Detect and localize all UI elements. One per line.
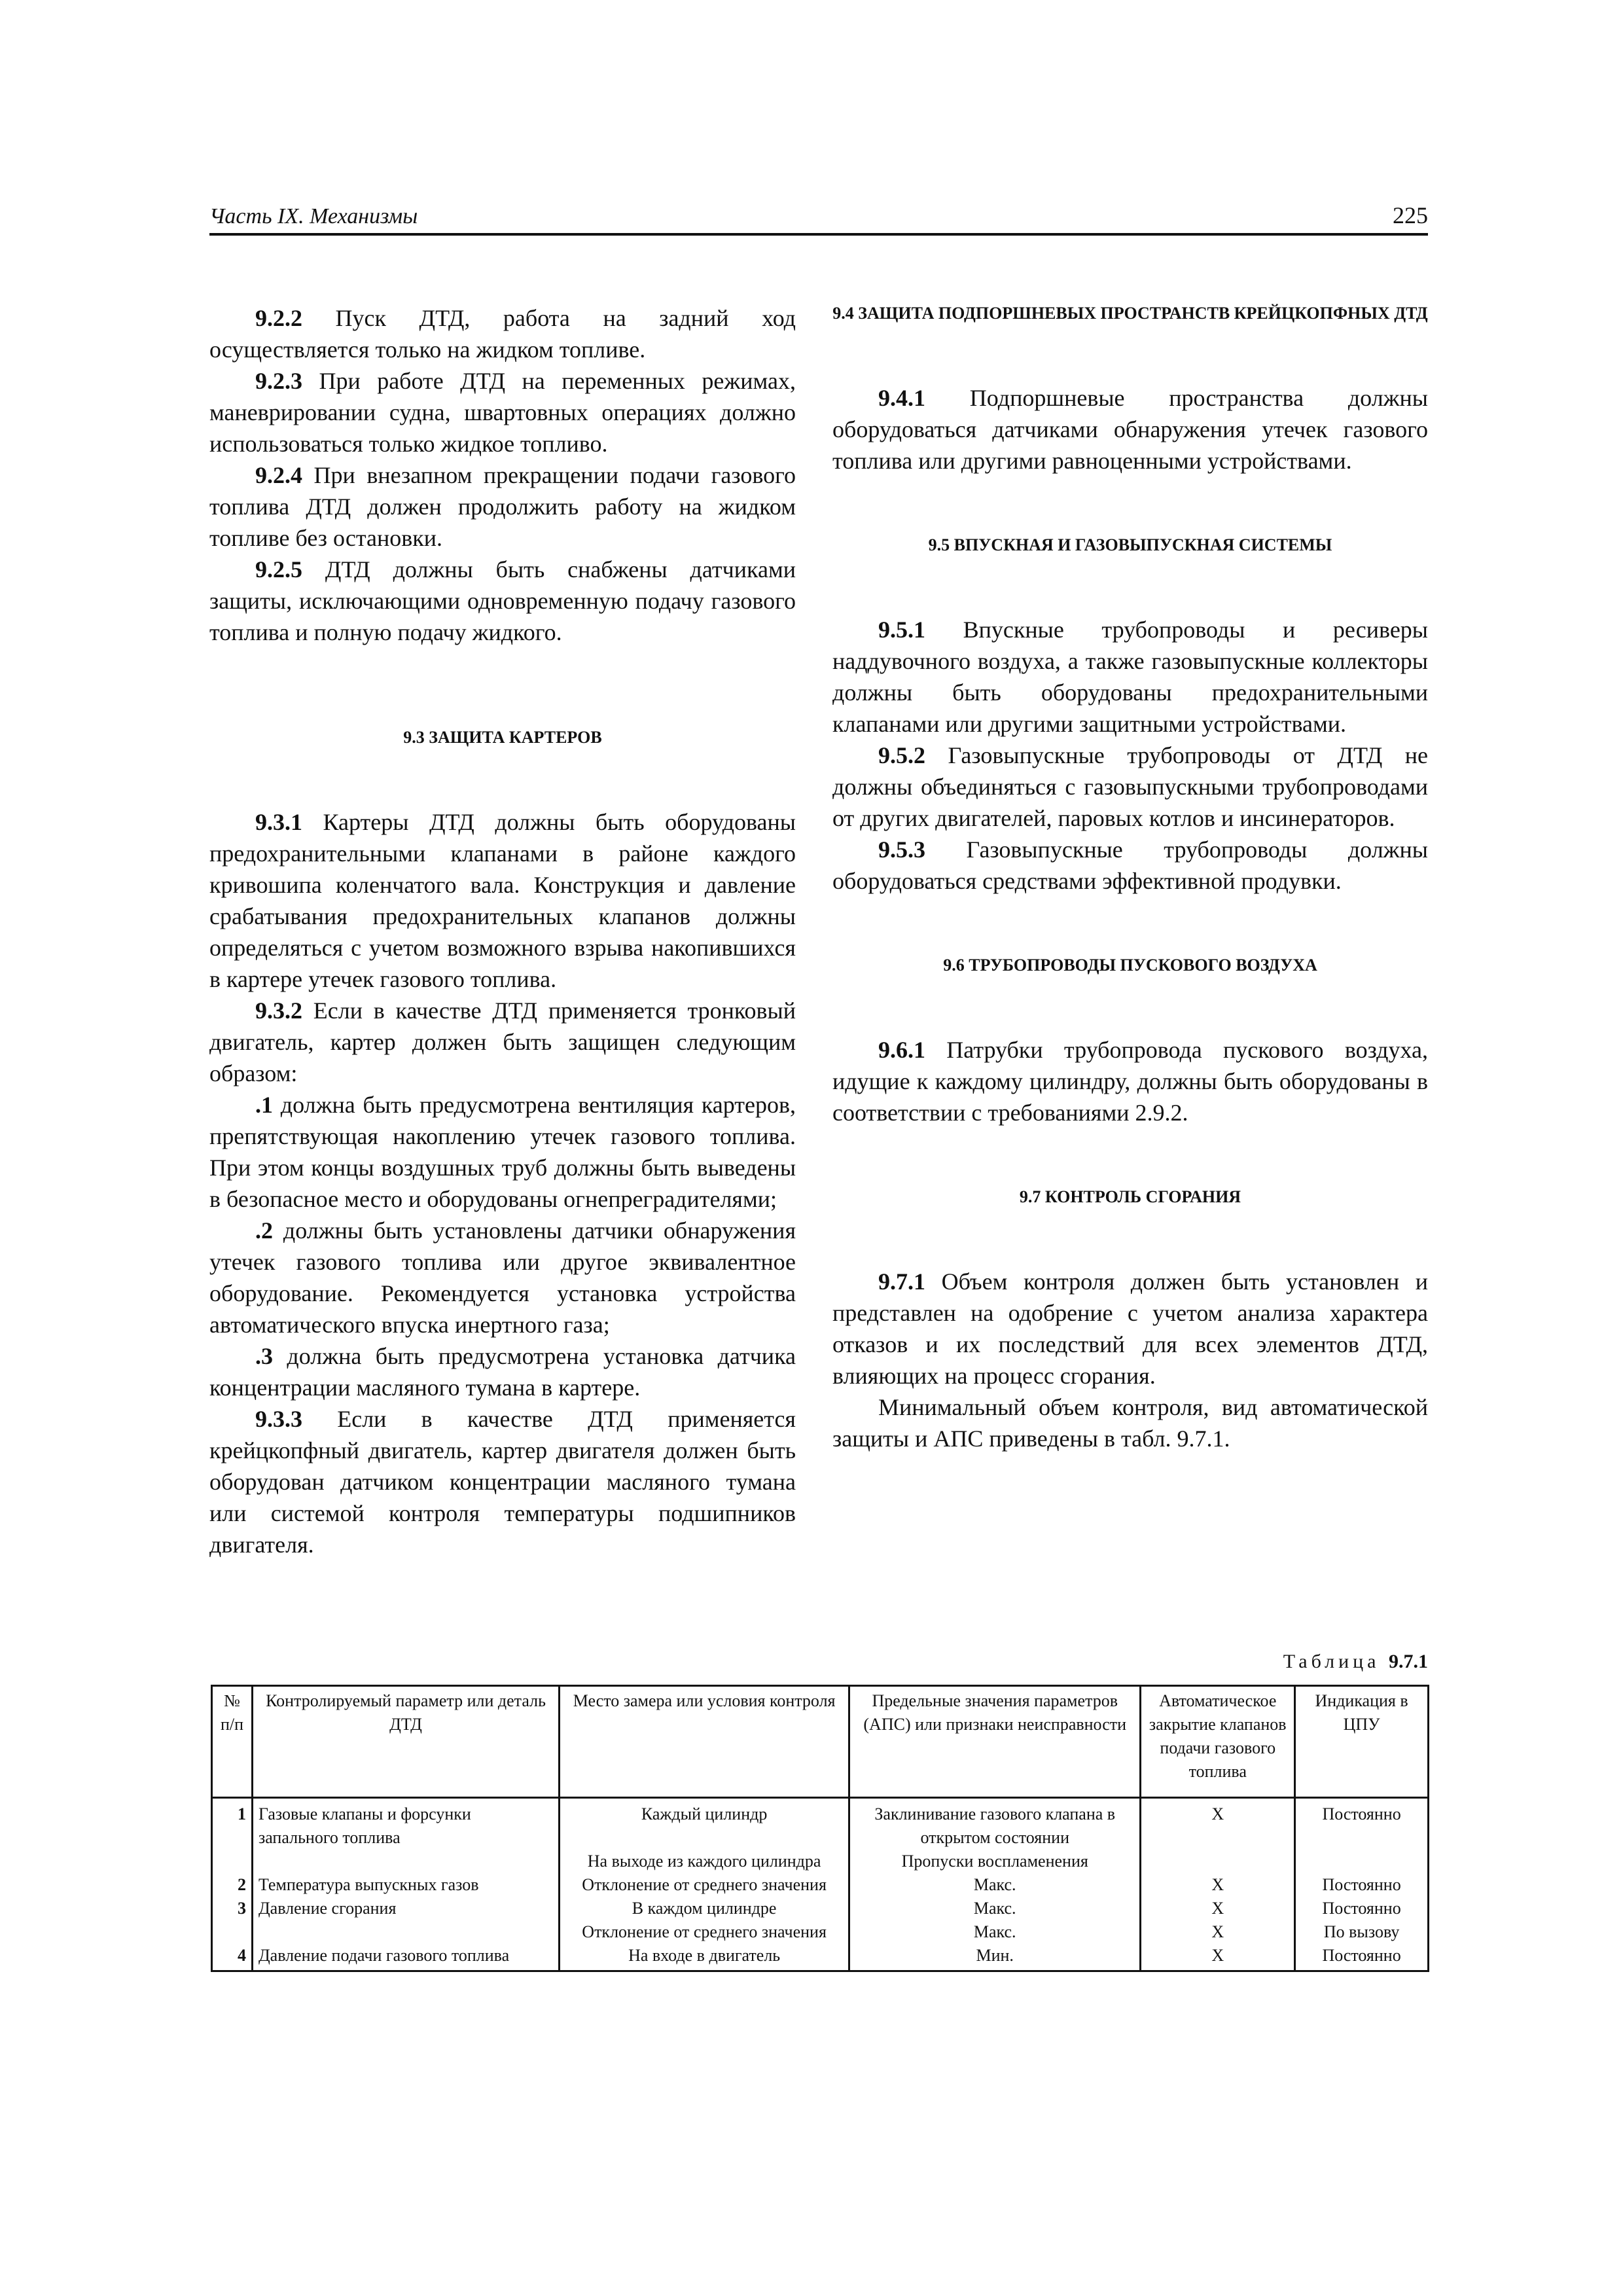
table-cell: 2	[212, 1873, 253, 1897]
table-row	[212, 1798, 1429, 1850]
table-cell: Газовые клапаны и форсунки запального топлива	[252, 1798, 559, 1850]
table-caption: Таблица 9.7.1	[1283, 1651, 1428, 1672]
table-cell	[1295, 1850, 1429, 1873]
para-9-2-5: 9.2.5 ДТД должны быть снабжены датчиками защиты, исключающими одновременную подачу газового топлива и полную подачу жидкого.	[209, 556, 796, 645]
table-cell: Постоянно	[1295, 1897, 1429, 1920]
table-cell: 1	[212, 1798, 253, 1850]
table-cell: Давление сгорания	[252, 1897, 559, 1920]
table-cell: 4	[212, 1944, 253, 1971]
part-title: Часть IX. Механизмы	[209, 204, 418, 228]
table-cell	[1141, 1850, 1295, 1873]
table-cell: Макс.	[849, 1873, 1141, 1897]
table-cell	[212, 1920, 253, 1944]
table-row	[212, 1920, 1429, 1944]
table-cell: Заклинивание газового клапана в открытом состоянии	[849, 1798, 1141, 1850]
table-cell: Каждый цилиндр	[560, 1798, 849, 1850]
list-item-1: .1 должна быть предусмотрена вентиляция картеров, препятствующая накоплению утечек газового топлива. При этом концы воздушных труб должны быть выведены в безопасное место и оборудованы огнепреградителями;	[209, 1092, 796, 1212]
page-header	[209, 196, 1428, 236]
table-cell: Пропуски воспламенения	[849, 1850, 1141, 1873]
para-9-7-1-note: Минимальный объем контроля, вид автоматической защиты и АПС приведены в табл. 9.7.1.	[832, 1394, 1428, 1452]
table-cell: Мин.	[849, 1944, 1141, 1971]
table-row	[212, 1897, 1429, 1920]
header-cell: Автоматическое закрытие клапанов подачи газового топлива	[1141, 1686, 1295, 1798]
table-cell: На входе в двигатель	[560, 1944, 849, 1971]
table-cell	[252, 1850, 559, 1873]
para-9-5-3: 9.5.3 Газовыпускные трубопроводы должны оборудоваться средствами эффективной продувки.	[832, 836, 1428, 894]
list-item-3: .3 должна быть предусмотрена установка датчика концентрации масляного тумана в картере.	[209, 1343, 796, 1401]
section-heading-9-4: 9.4 ЗАЩИТА ПОДПОРШНЕВЫХ ПРОСТРАНСТВ КРЕЙЦКОПФНЫХ ДТД	[832, 304, 1428, 323]
table-row	[212, 1850, 1429, 1873]
section-heading-9-5: 9.5 ВПУСКНАЯ И ГАЗОВЫПУСКНАЯ СИСТЕМЫ	[928, 535, 1332, 554]
para-9-2-4: 9.2.4 При внезапном прекращении подачи газового топлива ДТД должен продолжить работу на жидком топливе без остановки.	[209, 462, 796, 551]
para-9-5-1: 9.5.1 Впускные трубопроводы и ресиверы наддувочного воздуха, а также газовыпускные коллекторы должны быть оборудованы предохранительными клапанами или другими защитными устройствами.	[832, 617, 1428, 737]
table-cell: X	[1141, 1920, 1295, 1944]
table-cell: Давление подачи газового топлива	[252, 1944, 559, 1971]
table-cell: Температура выпускных газов	[252, 1873, 559, 1897]
table-cell: X	[1141, 1897, 1295, 1920]
header-cell: Контролируемый параметр или деталь ДТД	[252, 1686, 559, 1798]
header-cell: Предельные значения параметров (АПС) или признаки неисправности	[849, 1686, 1141, 1798]
section-heading-9-7: 9.7 КОНТРОЛЬ СГОРАНИЯ	[1019, 1187, 1241, 1206]
table-cell	[252, 1920, 559, 1944]
table-cell: X	[1141, 1798, 1295, 1850]
table-cell: Постоянно	[1295, 1798, 1429, 1850]
table-cell	[212, 1850, 253, 1873]
left-column	[209, 302, 796, 1560]
para-9-2-3: 9.2.3 При работе ДТД на переменных режимах, маневрировании судна, швартовных операциях должно использоваться только жидкое топливо.	[209, 368, 796, 457]
table-cell: X	[1141, 1944, 1295, 1971]
table-cell: Макс.	[849, 1920, 1141, 1944]
section-heading-9-6: 9.6 ТРУБОПРОВОДЫ ПУСКОВОГО ВОЗДУХА	[943, 956, 1317, 975]
table-cell: По вызову	[1295, 1920, 1429, 1944]
para-9-3-2: 9.3.2 Если в качестве ДТД применяется тронковый двигатель, картер должен быть защищен следующим образом:	[209, 997, 796, 1086]
table-cell: В каждом цилиндре	[560, 1897, 849, 1920]
table-header-row	[212, 1686, 1429, 1798]
table-cell: Макс.	[849, 1897, 1141, 1920]
table-row	[212, 1944, 1429, 1971]
para-9-6-1: 9.6.1 Патрубки трубопровода пускового воздуха, идущие к каждому цилиндру, должны быть оборудованы в соответствии с требованиями 2.9.2.	[832, 1037, 1428, 1126]
table-cell: Отклонение от среднего значения	[560, 1873, 849, 1897]
para-9-3-1: 9.3.1 Картеры ДТД должны быть оборудованы предохранительными клапанами в районе каждого кривошипа коленчатого вала. Конструкция и давление срабатывания предохранительных клапанов должны определяться с учетом возможного взрыва накопившихся в картере утечек газового топлива.	[209, 809, 796, 992]
table-cell: 3	[212, 1897, 253, 1920]
para-9-7-1: 9.7.1 Объем контроля должен быть установлен и представлен на одобрение с учетом анализа характера отказов и их последствий для всех элементов ДТД, влияющих на процесс сгорания.	[832, 1268, 1428, 1389]
list-item-2: .2 должны быть установлены датчики обнаружения утечек газового топлива или другое эквивалентное оборудование. Рекомендуется установка устройства автоматического впуска инертного газа;	[209, 1217, 796, 1338]
table-cell: X	[1141, 1873, 1295, 1897]
control-table	[211, 1685, 1429, 1972]
table-row	[212, 1873, 1429, 1897]
header-cell: Место замера или условия контроля	[560, 1686, 849, 1798]
table-cell: На выходе из каждого цилиндра	[560, 1850, 849, 1873]
table-cell: Отклонение от среднего значения	[560, 1920, 849, 1944]
para-9-4-1: 9.4.1 Подпоршневые пространства должны оборудоваться датчиками обнаружения утечек газового топлива или другими равноценными устройствами.	[832, 385, 1428, 474]
right-column	[832, 302, 1428, 1454]
para-9-5-2: 9.5.2 Газовыпускные трубопроводы от ДТД не должны объединяться с газовыпускными трубопроводами от других двигателей, паровых котлов и инсинераторов.	[832, 742, 1428, 831]
section-heading-9-3: 9.3 ЗАЩИТА КАРТЕРОВ	[403, 728, 602, 747]
para-9-2-2: 9.2.2 Пуск ДТД, работа на задний ход осуществляется только на жидком топливе.	[209, 305, 796, 363]
para-9-3-3: 9.3.3 Если в качестве ДТД применяется крейцкопфный двигатель, картер двигателя должен быть оборудован датчиком концентрации масляного тумана или системой контроля температуры подшипников двигателя.	[209, 1406, 796, 1558]
header-cell: № п/п	[212, 1686, 253, 1798]
table-cell: Постоянно	[1295, 1873, 1429, 1897]
table-cell: Постоянно	[1295, 1944, 1429, 1971]
page-number: 225	[1393, 202, 1428, 228]
header-cell: Индикация в ЦПУ	[1295, 1686, 1429, 1798]
